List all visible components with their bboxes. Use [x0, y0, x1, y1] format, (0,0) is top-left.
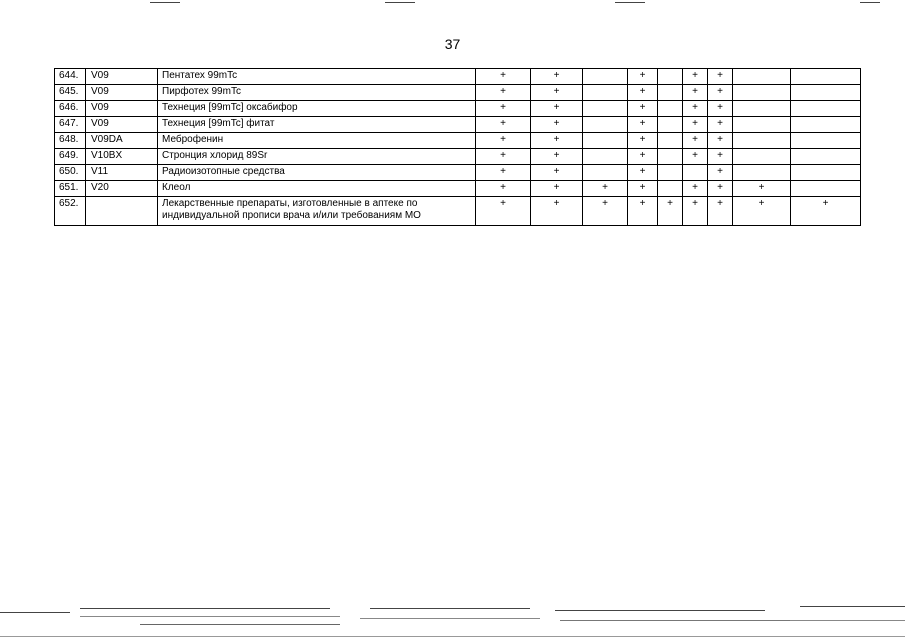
mark-cell — [791, 69, 861, 85]
mark-cell: + — [708, 117, 733, 133]
mark-cell — [733, 133, 791, 149]
mark-cell — [583, 117, 628, 133]
atc-code: V11 — [86, 165, 158, 181]
atc-code: V09DA — [86, 133, 158, 149]
drug-name: Клеол — [158, 181, 476, 197]
mark-cell: + — [708, 165, 733, 181]
mark-cell — [658, 149, 683, 165]
mark-cell — [733, 165, 791, 181]
mark-cell: + — [683, 181, 708, 197]
mark-cell: + — [683, 69, 708, 85]
mark-cell — [583, 101, 628, 117]
row-number: 644. — [55, 69, 86, 85]
mark-cell: + — [791, 197, 861, 226]
mark-cell: + — [476, 165, 531, 181]
mark-cell — [733, 85, 791, 101]
mark-cell: + — [683, 101, 708, 117]
table-row — [55, 181, 861, 197]
row-number: 650. — [55, 165, 86, 181]
drug-name: Лекарственные препараты, изготовленные в аптеке по индивидуальной прописи врача и/или требованиям МО — [158, 197, 476, 226]
mark-cell: + — [628, 181, 658, 197]
drug-name: Меброфенин — [158, 133, 476, 149]
mark-cell: + — [476, 101, 531, 117]
mark-cell — [658, 101, 683, 117]
mark-cell: + — [683, 149, 708, 165]
mark-cell: + — [683, 117, 708, 133]
mark-cell: + — [476, 181, 531, 197]
mark-cell: + — [628, 197, 658, 226]
mark-cell: + — [476, 149, 531, 165]
table-row — [55, 149, 861, 165]
mark-cell — [791, 149, 861, 165]
table-row — [55, 165, 861, 181]
mark-cell — [791, 133, 861, 149]
mark-cell: + — [628, 101, 658, 117]
mark-cell — [733, 117, 791, 133]
drug-name: Стронция хлорид 89Sr — [158, 149, 476, 165]
atc-code: V09 — [86, 69, 158, 85]
mark-cell — [583, 133, 628, 149]
mark-cell: + — [628, 69, 658, 85]
mark-cell: + — [708, 133, 733, 149]
mark-cell: + — [733, 197, 791, 226]
mark-cell: + — [683, 85, 708, 101]
mark-cell: + — [476, 133, 531, 149]
row-number: 645. — [55, 85, 86, 101]
mark-cell: + — [628, 133, 658, 149]
mark-cell: + — [531, 149, 583, 165]
mark-cell: + — [531, 117, 583, 133]
mark-cell — [791, 101, 861, 117]
scan-artifact-bottom — [0, 580, 905, 640]
mark-cell: + — [708, 149, 733, 165]
mark-cell: + — [476, 117, 531, 133]
mark-cell — [791, 165, 861, 181]
mark-cell: + — [683, 133, 708, 149]
medication-table — [54, 68, 861, 226]
atc-code: V09 — [86, 101, 158, 117]
mark-cell: + — [476, 69, 531, 85]
mark-cell: + — [531, 181, 583, 197]
mark-cell: + — [733, 181, 791, 197]
mark-cell: + — [476, 197, 531, 226]
drug-name: Пентатех 99mTc — [158, 69, 476, 85]
mark-cell — [791, 117, 861, 133]
mark-cell: + — [708, 181, 733, 197]
mark-cell: + — [531, 197, 583, 226]
drug-name: Технеция [99mTc] фитат — [158, 117, 476, 133]
atc-code: V10BX — [86, 149, 158, 165]
row-number: 647. — [55, 117, 86, 133]
mark-cell: + — [531, 101, 583, 117]
table-row — [55, 101, 861, 117]
mark-cell — [583, 69, 628, 85]
row-number: 652. — [55, 197, 86, 226]
mark-cell — [658, 117, 683, 133]
mark-cell — [733, 69, 791, 85]
mark-cell — [658, 165, 683, 181]
mark-cell: + — [628, 117, 658, 133]
mark-cell: + — [628, 85, 658, 101]
mark-cell — [583, 85, 628, 101]
drug-name: Пирфотех 99mTc — [158, 85, 476, 101]
atc-code: V09 — [86, 85, 158, 101]
scan-artifact-top — [0, 0, 905, 10]
mark-cell: + — [531, 133, 583, 149]
atc-code: V09 — [86, 117, 158, 133]
mark-cell: + — [583, 197, 628, 226]
row-number: 648. — [55, 133, 86, 149]
mark-cell: + — [708, 197, 733, 226]
mark-cell: + — [476, 85, 531, 101]
mark-cell: + — [628, 165, 658, 181]
table-row — [55, 133, 861, 149]
mark-cell — [658, 181, 683, 197]
drug-name: Радиоизотопные средства — [158, 165, 476, 181]
mark-cell — [791, 85, 861, 101]
row-number: 649. — [55, 149, 86, 165]
mark-cell: + — [531, 69, 583, 85]
table-row — [55, 197, 861, 226]
drug-name: Технеция [99mTc] оксабифор — [158, 101, 476, 117]
page-number: 37 — [444, 36, 461, 52]
mark-cell — [658, 85, 683, 101]
mark-cell — [583, 149, 628, 165]
atc-code — [86, 197, 158, 226]
table-row — [55, 117, 861, 133]
mark-cell — [733, 101, 791, 117]
mark-cell: + — [683, 197, 708, 226]
mark-cell: + — [531, 165, 583, 181]
atc-code: V20 — [86, 181, 158, 197]
mark-cell — [733, 149, 791, 165]
mark-cell — [658, 133, 683, 149]
mark-cell: + — [531, 85, 583, 101]
mark-cell: + — [708, 69, 733, 85]
mark-cell — [583, 165, 628, 181]
mark-cell: + — [708, 101, 733, 117]
mark-cell: + — [583, 181, 628, 197]
table-row — [55, 69, 861, 85]
mark-cell: + — [658, 197, 683, 226]
table-row — [55, 85, 861, 101]
row-number: 651. — [55, 181, 86, 197]
mark-cell — [791, 181, 861, 197]
mark-cell — [658, 69, 683, 85]
mark-cell: + — [708, 85, 733, 101]
row-number: 646. — [55, 101, 86, 117]
mark-cell — [683, 165, 708, 181]
mark-cell: + — [628, 149, 658, 165]
